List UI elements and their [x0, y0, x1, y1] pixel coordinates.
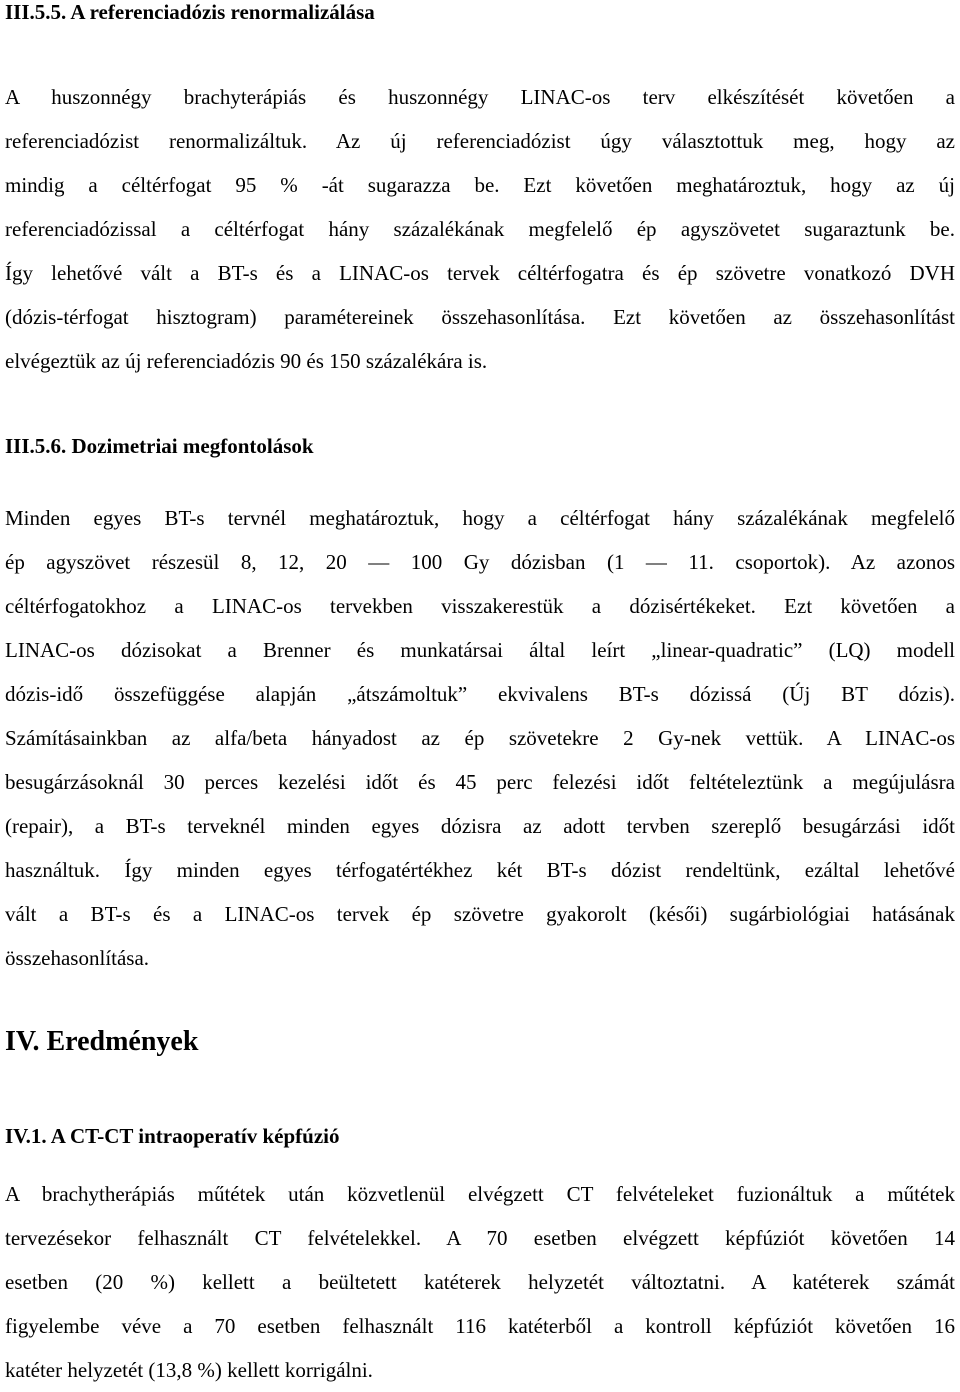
text-line: mindig a céltérfogat 95 % -át sugarazza be. Ezt követően meghatároztuk, hogy az új — [5, 173, 955, 197]
text-line: használtuk. Így minden egyes térfogatértékhez két BT-s dózist rendeltünk, ezáltal lehetővé — [5, 858, 955, 882]
text-line: referenciadózist renormalizáltuk. Az új referenciadózist úgy választottuk meg, hogy az — [5, 129, 955, 153]
text-line: Számításainkban az alfa/beta hányadost az ép szövetekre 2 Gy-nek vettük. A LINAC-os — [5, 726, 955, 750]
text-line: esetben (20 %) kellett a beültetett katéterek helyzetét változtatni. A katéterek számát — [5, 1270, 955, 1294]
section-title-355: III.5.5. A referenciadózis renormalizálása — [5, 0, 375, 24]
text-line: LINAC-os dózisokat a Brenner és munkatársai által leírt „linear-quadratic” (LQ) modell — [5, 638, 955, 662]
chapter-title: IV. Eredmények — [5, 1026, 199, 1057]
text-line: elvégeztük az új referenciadózis 90 és 150 százalékára is. — [5, 349, 488, 373]
section-title-356: III.5.6. Dozimetriai megfontolások — [5, 434, 314, 458]
text-line: besugárzásoknál 30 perces kezelési időt és 45 perc felezési időt feltételeztünk a megújulásra — [5, 770, 955, 794]
text-line: ép agyszövet részesül 8, 12, 20 — 100 Gy dózisban (1 — 11. csoportok). Az azonos — [5, 550, 955, 574]
text-line: (repair), a BT-s terveknél minden egyes dózisra az adott tervben szereplő besugárzási időt — [5, 814, 955, 838]
text-line: katéter helyzetét (13,8 %) kellett korrigálni. — [5, 1358, 373, 1382]
text-line: A huszonnégy brachyterápiás és huszonnégy LINAC-os terv elkészítését követően a — [5, 85, 955, 109]
text-line: dózis-idő összefüggése alapján „átszámoltuk” ekvivalens BT-s dózissá (Új BT dózis). — [5, 682, 955, 706]
text-line: Így lehetővé vált a BT-s és a LINAC-os tervek céltérfogatra és ép szövetre vonatkozó DVH — [5, 261, 955, 285]
text-line: referenciadózissal a céltérfogat hány százalékának megfelelő ép agyszövetet sugaraztunk be. — [5, 217, 955, 241]
text-line: A brachytherápiás műtétek után közvetlenül elvégzett CT felvételeket fuzionáltuk a műtétek — [5, 1182, 955, 1206]
text-line: vált a BT-s és a LINAC-os tervek ép szövetre gyakorolt (késői) sugárbiológiai hatásának — [5, 902, 955, 926]
paragraph-356 — [5, 496, 955, 980]
text-line: Minden egyes BT-s tervnél meghatároztuk, hogy a céltérfogat hány százalékának megfelelő — [5, 506, 955, 530]
text-line: céltérfogatokhoz a LINAC-os tervekben visszakerestük a dózisértékeket. Ezt követően a — [5, 594, 955, 618]
text-line: összehasonlítása. — [5, 946, 150, 970]
text-line: tervezésekor felhasznált CT felvételekkel. A 70 esetben elvégzett képfúziót követően 14 — [5, 1226, 955, 1250]
text-line: figyelembe véve a 70 esetben felhasznált 116 katéterből a kontroll képfúziót követően 16 — [5, 1314, 955, 1338]
text-line: (dózis-térfogat hisztogram) paramétereinek összehasonlítása. Ezt követően az összehasonlítást — [5, 305, 955, 329]
section-title-41: IV.1. A CT-CT intraoperatív képfúzió — [5, 1124, 340, 1148]
paragraph-355 — [5, 75, 955, 383]
paragraph-41 — [5, 1172, 955, 1392]
